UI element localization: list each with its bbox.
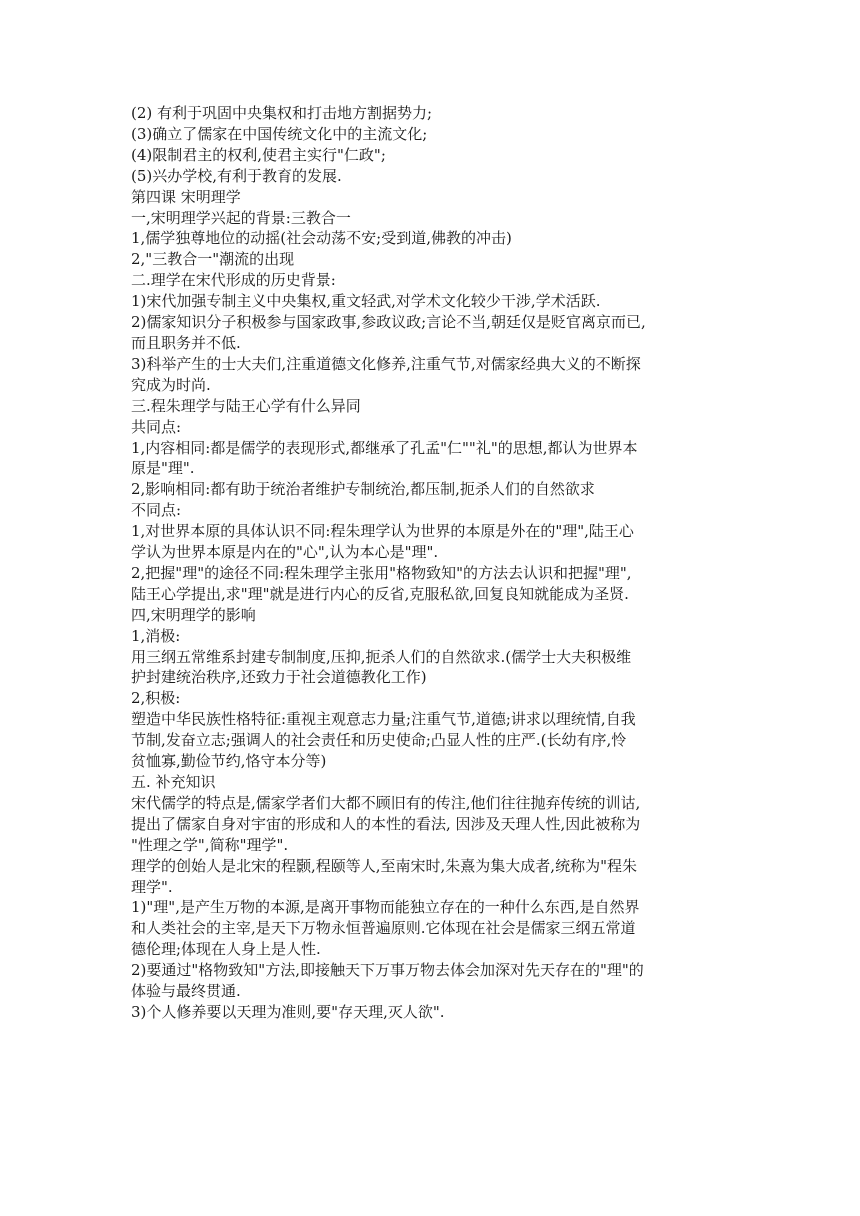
subheading: 共同点:	[131, 417, 182, 436]
text-line: 宋代儒学的特点是,儒家学者们大都不顾旧有的传注,他们往往抛弃传统的训诂,	[131, 793, 641, 812]
text-line: 学认为世界本原是内在的"心",认为本心是"理".	[131, 543, 439, 562]
text-line: 2,"三教合一"潮流的出现	[131, 250, 295, 269]
text-line: 贫恤寡,勤俭节约,恪守本分等)	[131, 752, 327, 771]
text-line: 德伦理;体现在人身上是人性.	[131, 940, 321, 959]
text-line: 3)科举产生的士大夫们,注重道德文化修养,注重气节,对儒家经典大义的不断探	[131, 354, 641, 373]
section-heading: 一,宋明理学兴起的背景:三教合一	[131, 208, 351, 227]
text-line: 2)要通过"格物致知"方法,即接触天下万事万物去体会加深对先天存在的"理"的	[131, 961, 644, 980]
text-line: (3)确立了儒家在中国传统文化中的主流文化;	[131, 124, 428, 143]
text-line: 用三纲五常维系封建专制制度,压抑,扼杀人们的自然欲求.(儒学士大夫积极维	[131, 647, 632, 666]
text-line: 究成为时尚.	[131, 375, 211, 394]
section-heading: 二.理学在宋代形成的历史背景:	[131, 271, 336, 290]
subheading: 1,消极:	[131, 626, 181, 645]
text-line: 2,把握"理"的途径不同:程朱理学主张用"格物致知"的方法去认识和把握"理",	[131, 563, 632, 582]
text-line: 体验与最终贯通.	[131, 982, 241, 1001]
section-heading: 五. 补充知识	[131, 773, 216, 791]
text-line: 和人类社会的主宰,是天下万物永恒普遍原则.它体现在社会是儒家三纲五常道	[131, 919, 636, 938]
section-heading: 四,宋明理学的影响	[131, 605, 256, 624]
text-line: 而且职务并不低.	[131, 333, 241, 352]
text-line: 塑造中华民族性格特征:重视主观意志力量;注重气节,道德;讲求以理统情,自我	[131, 710, 636, 729]
text-line: 护封建统治秩序,还致力于社会道德教化工作)	[131, 668, 427, 687]
text-line: (2) 有利于巩固中央集权和打击地方割据势力;	[131, 104, 433, 122]
text-line: (4)限制君主的权利,使君主实行"仁政";	[131, 145, 386, 164]
lesson-heading: 第四课 宋明理学	[131, 187, 241, 206]
text-line: 原是"理".	[131, 459, 195, 478]
text-line: 2)儒家知识分子积极参与国家政事,参政议政;言论不当,朝廷仅是贬官离京而已,	[131, 313, 646, 332]
text-line: 1)"理",是产生万物的本源,是离开事物而能独立存在的一种什么东西,是自然界	[131, 898, 640, 917]
text-line: 1)宋代加强专制主义中央集权,重文轻武,对学术文化较少干涉,学术活跃.	[131, 292, 601, 311]
text-line: (5)兴办学校,有利于教育的发展.	[131, 166, 342, 185]
document-page	[131, 103, 741, 1023]
text-line: 理学的创始人是北宋的程颢,程颐等人,至南宋时,朱熹为集大成者,统称为"程朱	[131, 856, 637, 875]
text-line: 理学".	[131, 877, 173, 896]
text-line: 2,影响相同:都有助于统治者维护专制统治,都压制,扼杀人们的自然欲求	[131, 480, 595, 499]
subheading: 2,积极:	[131, 689, 181, 708]
text-line: 1,内容相同:都是儒学的表现形式,都继承了孔孟"仁""礼"的思想,都认为世界本	[131, 438, 638, 457]
text-line: 节制,发奋立志;强调人的社会责任和历史使命;凸显人性的庄严.(长幼有序,怜	[131, 731, 627, 750]
text-line: 1,对世界本原的具体认识不同:程朱理学认为世界的本原是外在的"理",陆王心	[131, 522, 634, 541]
subheading: 不同点:	[131, 501, 182, 520]
text-line: 陆王心学提出,求"理"就是进行内心的反省,克服私欲,回复良知就能成为圣贤.	[131, 584, 629, 603]
text-line: "性理之学",简称"理学".	[131, 835, 289, 854]
text-line: 3)个人修养要以天理为准则,要"存天理,灭人欲".	[131, 1002, 445, 1021]
section-heading: 三.程朱理学与陆王心学有什么异同	[131, 396, 361, 415]
text-line: 提出了儒家自身对宇宙的形成和人的本性的看法, 因涉及天理人性,因此被称为	[131, 814, 641, 833]
text-line: 1,儒学独尊地位的动摇(社会动荡不安;受到道,佛教的冲击)	[131, 229, 512, 248]
